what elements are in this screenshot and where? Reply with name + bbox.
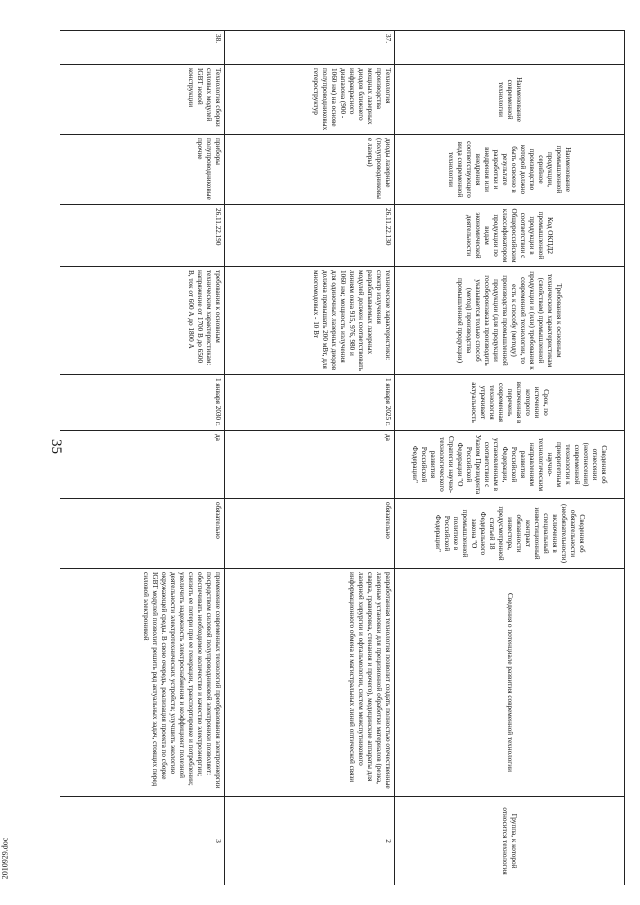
row-group: 3 <box>60 797 225 886</box>
header-requirements: Требования к основным техническим характеристикам (свойствам) промышленной продукции и (или) требования к современной технологии, то есть к способу (методу) производства промышленной продукции (для продукции гособоронзаказа производить указывается только способ (метод) производства промышленной продукции) <box>395 267 625 375</box>
header-product: Наименование промышленной продукции, серийное производство которой должно быть освоено в результате разработки и внедрения или внедрения соответствующего вида современной технологии <box>395 135 625 205</box>
row-name: Технология сборки силовых модулей IGBT новой конструкции <box>60 65 225 135</box>
rotated-table-container <box>60 30 625 885</box>
row-num: 37. <box>225 31 395 65</box>
row-term: 1 января 2025 г. <box>225 375 395 431</box>
row-mandatory: обязательно <box>60 499 225 569</box>
row-mandatory: обязательно <box>225 499 395 569</box>
header-mandatory: Сведения об обязательности (необязательности) включения в специальный инвестиционный контракт обязанности инвестора, предусмотренной статьей 18 Федерального закона "О промышленной политике в Российской Федерации" <box>395 499 625 569</box>
header-priority: Сведения об отнесении (неотнесении) современной технологии к приоритетным научно-технологическим направлениям развития Российской Федерации, установленным в соответствии с Указом Президента Российской Федерации "О Стратегии научно-технологического развития Российской Федерации" <box>395 431 625 499</box>
table-row <box>60 31 225 886</box>
row-group: 2 <box>225 797 395 886</box>
row-requirements: требования к основным техническим характеристикам: напряжение от 1700 В до 6500 В, ток от 600 А до 1800 А <box>60 267 225 375</box>
header-term: Срок, по истечении которого включенная в перечень современная технология утрачивает актуальность <box>395 375 625 431</box>
row-potential: применение современных технологий преобразования электроэнергии посредством силовой полупроводниковой электроники позволяет: обеспечивать необходимое количество и качество электроэнергии; снизить ее потери при ее генерации, транспортировке и потреблении; увеличить надежность электроснабжения и коэффициент полезной деятельности электротехнических устройств; улучшить экологию окружающей среды. В свою очередь, реализация проекта по сборке IGBT модулей позволит решить ряд актуальных задач, стоящих перед силовой электроникой <box>60 569 225 797</box>
row-code: 26.11.22.190 <box>60 205 225 267</box>
row-num: 38. <box>60 31 225 65</box>
table-viewport <box>60 30 625 885</box>
header-row <box>395 31 625 886</box>
row-name: Технология производства мощных лазерных диодов ближнего инфракрасного диапазона (900 - 1060 нм) на основе полупроводниковых гетероструктур <box>225 65 395 135</box>
header-potential: Сведения о потенциале развития современной технологии <box>395 569 625 797</box>
row-potential: разработанная технология позволит создать полностью отечественные лазерные установки для прецизионной обработки материалов (резка, сварка, гравировка, стенания и прочего), медицинские аппараты для лазерной хирургии и офтальмологии, систем межспутникового информационного обмена и магистральных линий оптической связи <box>225 569 395 797</box>
header-name: Наименование современной технологии <box>395 65 625 135</box>
row-requirements: технические характеристики: спектр излучения разрабатываемых лазерных модулей должен соответствовать линиям окна 915, 976, 980 и 1060 нм; мощность излучения для одиночных лазерных диодов должна превышать 200 мВт, для многомодовых - 10 Вт <box>225 267 395 375</box>
technology-table <box>60 30 625 885</box>
header-num <box>395 31 625 65</box>
row-term: 1 января 2030 г. <box>60 375 225 431</box>
footer-filename: 2010929.doc <box>0 837 10 880</box>
row-code: 26.11.22.130 <box>225 205 395 267</box>
row-priority: да <box>225 431 395 499</box>
row-product: приборы полупроводниковые прочие <box>60 135 225 205</box>
header-group: Группа, к которой относится технология <box>395 797 625 886</box>
page-number: 35 <box>48 439 64 454</box>
header-code: Код ОКПД2 промышленной продукции в соответствии с Общероссийским классификатором продукции по видам экономической деятельности <box>395 205 625 267</box>
row-priority: да <box>60 431 225 499</box>
row-product: диоды лазерные (полупроводниковые лазеры) <box>225 135 395 205</box>
table-row <box>225 31 395 886</box>
